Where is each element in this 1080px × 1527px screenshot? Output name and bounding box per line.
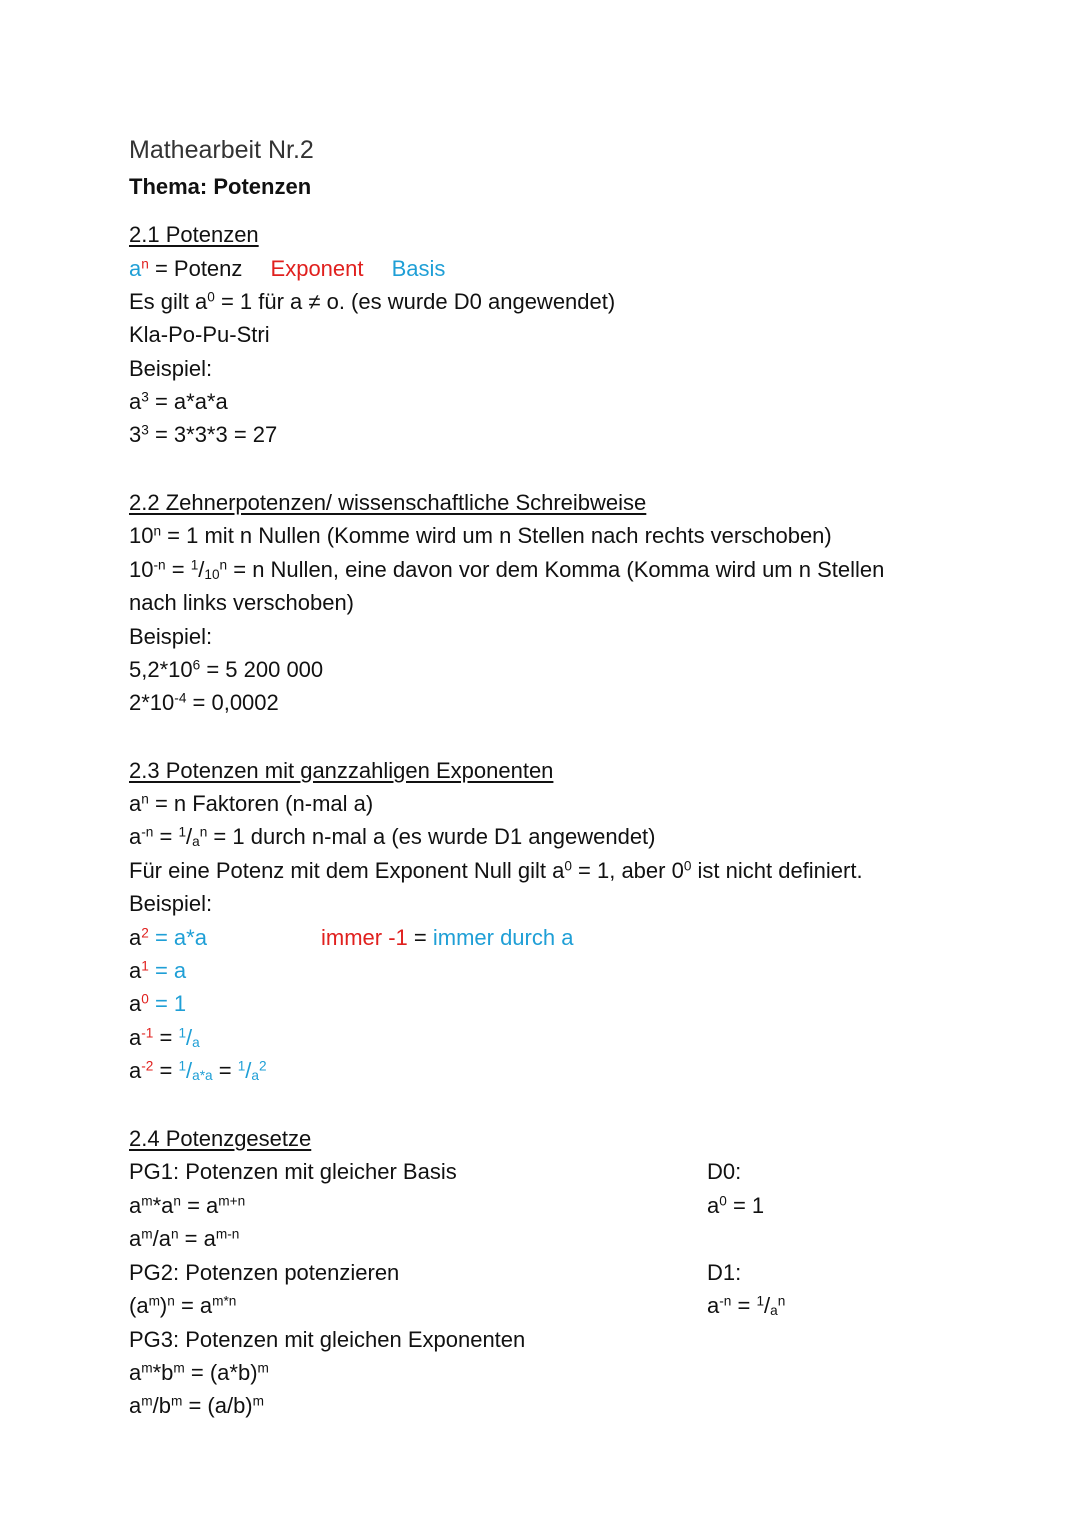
rule-zero-exponent: Es gilt $a^0 = 1$ für a ≠ o. (es wurde D0 angewendet) (129, 289, 616, 314)
mnemonic: Kla-Po-Pu-Stri (129, 322, 270, 347)
example-line: $a^{-1} = ^1/_a$ (129, 1025, 200, 1051)
page-title: Mathearbeit Nr.2 (129, 136, 314, 164)
d0-rule: $a^0 = 1$ (707, 1193, 765, 1218)
example-label: Beispiel: (129, 891, 213, 916)
example-line: $2*10^{-4} = 0,0002$ (129, 690, 279, 715)
example-line: $a^{-2} = ^1/_{a*a} = ^1/_a^2$ (129, 1058, 267, 1084)
ten-power-negative: $10^{-n} = ^1/_{10}^n = n$ Nullen, eine davon vor dem Komma (Komma wird um n Stellen (129, 557, 885, 583)
basis-label: Basis (391, 256, 446, 281)
topic-heading: Thema: Potenzen (129, 174, 312, 199)
base-symbol: a (129, 256, 142, 281)
negative-exp-definition: $a^{-n} = ^1/_a^n = 1$ durch n-mal a (es wurde D1 angewendet) (129, 824, 656, 850)
example-line: $a^1 = a$ (129, 958, 187, 983)
example-line: $a^0 = 1$ (129, 991, 187, 1016)
pg1-rule-divide: $a^m/a^n = a^{m-n}$ (129, 1226, 240, 1251)
section-2-2-heading: 2.2 Zehnerpotenzen/ wissenschaftliche Schreibweise (129, 490, 647, 515)
section-2-3-heading: 2.3 Potenzen mit ganzzahligen Exponenten (129, 758, 554, 783)
pg1-rule-multiply: $a^m*a^n = a^{m+n}$ (129, 1193, 246, 1218)
integer-exp-definition: $a^n = n$ Faktoren (n-mal a) (129, 791, 374, 816)
d0-label: D0: (707, 1159, 742, 1184)
pg3-rule-divide: $a^m/b^m = (a/b)^m$ (129, 1393, 264, 1418)
pattern-note: immer -1 = immer durch a (321, 925, 574, 950)
d1-label: D1: (707, 1260, 742, 1285)
example-line: $5,2*10^6 = 5$ 200 000 (129, 657, 324, 682)
example-line: $3^3 = 3*3*3 = 27$ (129, 422, 278, 447)
ten-power-positive: $10^n = 1$ mit n Nullen (Komme wird um n Stellen nach rechts verschoben) (129, 523, 832, 548)
d1-rule: $a^{-n} = ^1/_a^n$ (707, 1293, 786, 1319)
potenz-text: = Potenz (154, 256, 243, 281)
pg2-title: PG2: Potenzen potenzieren (129, 1260, 400, 1285)
exponent-symbol: n (141, 256, 149, 272)
power-definition (129, 256, 445, 282)
section-2-1-heading: 2.1 Potenzen (129, 222, 259, 247)
pg3-rule-multiply: $a^m*b^m = (a*b)^m$ (129, 1360, 269, 1385)
pg2-rule: $(a^m)^n = a^{m*n}$ (129, 1293, 237, 1318)
zero-exp-note: Für eine Potenz mit dem Exponent Null gilt $a^0 = 1$, aber $0^0$ ist nicht definiert. (129, 858, 863, 883)
example-label: Beispiel: (129, 624, 213, 649)
exponent-label: Exponent (270, 256, 364, 281)
example-line: $a^2 = a*a$ (129, 925, 207, 950)
example-line: $a^3 = a*a*a$ (129, 389, 228, 414)
pg3-title: PG3: Potenzen mit gleichen Exponenten (129, 1327, 526, 1352)
section-2-4-heading: 2.4 Potenzgesetze (129, 1126, 312, 1151)
example-label: Beispiel: (129, 356, 213, 381)
ten-power-negative-cont: nach links verschoben) (129, 590, 355, 615)
pg1-title: PG1: Potenzen mit gleicher Basis (129, 1159, 457, 1184)
